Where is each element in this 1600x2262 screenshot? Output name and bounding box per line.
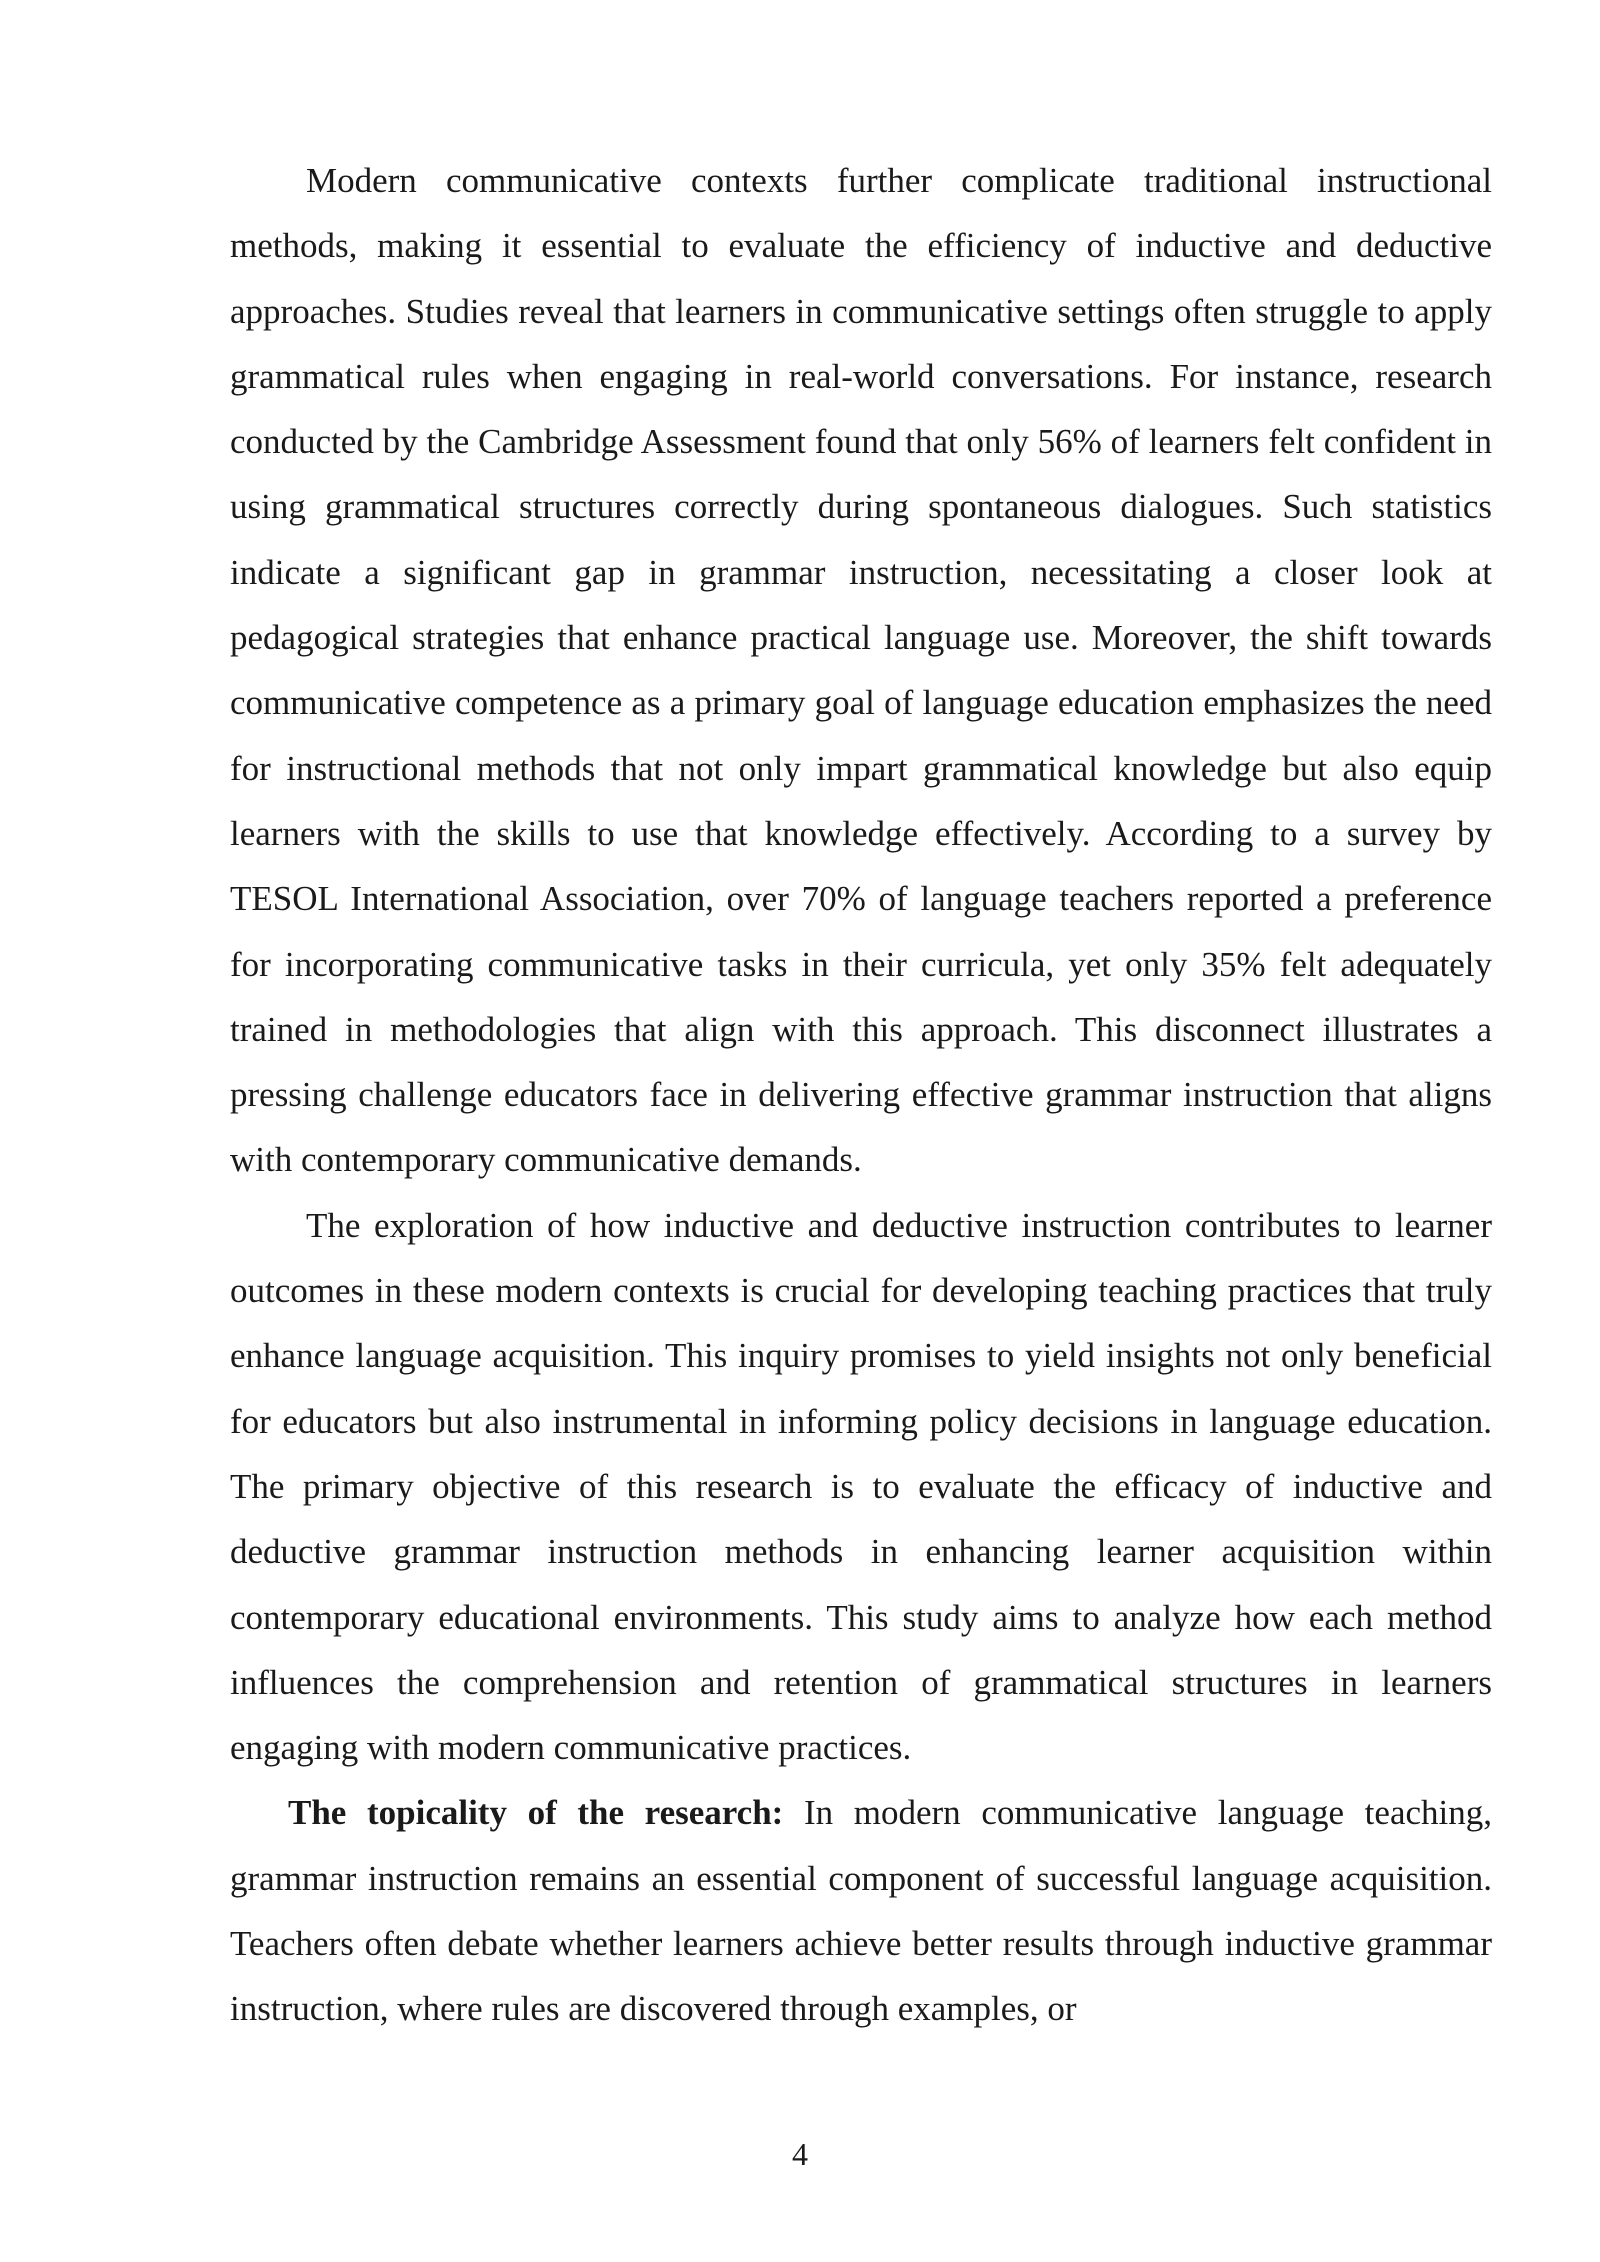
topicality-heading: The topicality of the research: [288, 1793, 784, 1833]
body-text [230, 148, 1492, 2042]
page-number: 4 [792, 2136, 808, 2172]
paragraph-exploration: The exploration of how inductive and deductive instruction contributes to learner outcomes in these modern contexts is crucial for developing teaching practices that truly enhance language acquisition. This inquiry promises to yield insights not only beneficial for educators but also instrumental in informing policy decisions in language education. The primary objective of this research is to evaluate the efficacy of inductive and deductive grammar instruction methods in enhancing learner acquisition within contemporary educational environments. This study aims to analyze how each method influences the comprehension and retention of grammatical structures in learners engaging with modern communicative practices. [230, 1205, 1492, 1768]
paragraph-topicality [230, 1780, 1492, 2041]
paragraph-communicative-contexts: Modern communicative contexts further complicate traditional instructional methods, making it essential to evaluate the efficiency of inductive and deductive approaches. Studies reveal that learners in communicative settings often struggle to apply grammatical rules when engaging in real-world conversations. For instance, research conducted by the Cambridge Assessment found that only 56% of learners felt confident in using grammatical structures correctly during spontaneous dialogues. Such statistics indicate a significant gap in grammar instruction, necessitating a closer look at pedagogical strategies that enhance practical language use. Moreover, the shift towards communicative competence as a primary goal of language education emphasizes the need for instructional methods that not only impart grammatical knowledge but also equip learners with the skills to use that knowledge effectively. According to a survey by TESOL International Association, over 70% of language teachers reported a preference for incorporating communicative tasks in their curricula, yet only 35% felt adequately trained in methodologies that align with this approach. This disconnect illustrates a pressing challenge educators face in delivering effective grammar instruction that aligns with contemporary communicative demands. [230, 161, 1492, 1180]
topicality-text: In modern communicative language teaching, grammar instruction remains an essential component of successful language acquisition. Teachers often debate whether learners achieve better results through inductive grammar instruction, where rules are discovered through examples, or [230, 1793, 1492, 2029]
